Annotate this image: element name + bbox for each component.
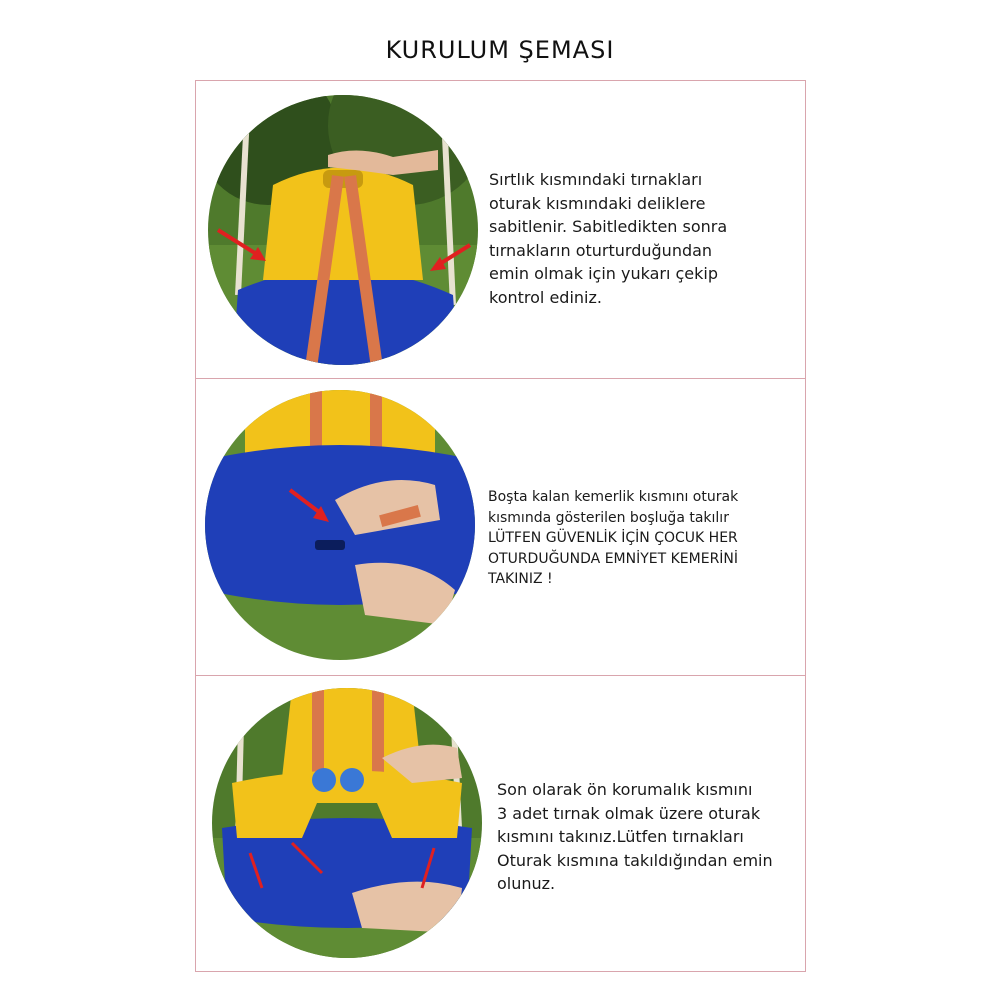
- text-line: OTURDUĞUNDA EMNİYET KEMERİNİ: [488, 550, 739, 567]
- step-3-photo: [212, 688, 482, 958]
- text-line: olunuz.: [497, 874, 556, 893]
- text-line: kısmında gösterilen boşluğa takılır: [488, 509, 729, 526]
- text-line: sabitlenir. Sabitledikten sonra: [489, 217, 728, 236]
- text-line: Sırtlık kısmındaki tırnakları: [489, 170, 703, 189]
- page-title: KURULUM ŞEMASI: [385, 36, 615, 64]
- text-line: Boşta kalan kemerlik kısmını oturak: [488, 489, 739, 505]
- step-1-text: [489, 168, 727, 309]
- text-line: LÜTFEN GÜVENLİK İÇİN ÇOCUK HER: [488, 530, 738, 546]
- text-line: tırnakların oturturduğundan: [489, 240, 713, 260]
- step-1-photo: [208, 95, 478, 365]
- text-line: Son olarak ön korumalık kısmını: [497, 780, 753, 799]
- text-line: kısmını takınız.Lütfen tırnakları: [497, 827, 744, 846]
- text-line: 3 adet tırnak olmak üzere oturak: [497, 803, 761, 823]
- step-2-text: [488, 487, 738, 590]
- text-line: oturak kısmındaki deliklere: [489, 193, 706, 213]
- step-2-photo: [205, 390, 475, 660]
- text-line: kontrol ediniz.: [489, 287, 602, 307]
- text-line: Oturak kısmına takıldığından emin: [497, 850, 773, 870]
- section-divider: [195, 675, 806, 676]
- step-3-text: [497, 778, 773, 896]
- text-line: TAKINIZ !: [488, 571, 553, 587]
- text-line: emin olmak için yukarı çekip: [489, 264, 719, 283]
- section-divider: [195, 378, 806, 379]
